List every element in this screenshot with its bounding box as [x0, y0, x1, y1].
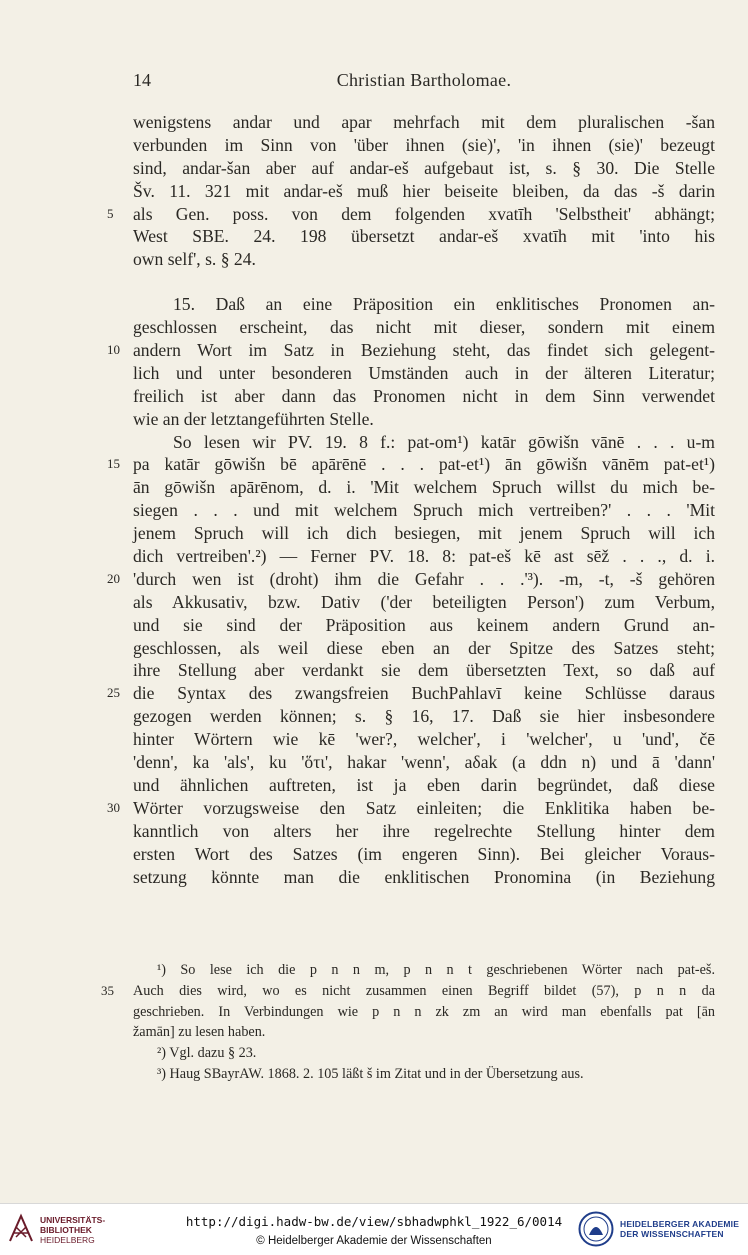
text-line-text: ān gōwišn apārēnom, d. i. 'Mit welchem Spruch willst du mich be- — [133, 477, 715, 498]
text-line — [133, 225, 715, 248]
text-line-text: als Gen. poss. von dem folgenden xvatīh 'Selbstheit' abhängt; — [133, 203, 715, 224]
footnotes — [101, 960, 715, 1085]
line-number: 35 — [101, 982, 114, 998]
text-line-text: 'durch wen ist (droht) ihm die Gefahr . . .'³). -m, -t, -š gehören — [133, 568, 715, 589]
text-line — [133, 843, 715, 866]
text-line — [107, 797, 715, 820]
footnote-line — [133, 960, 715, 981]
text-line — [133, 705, 715, 728]
text-line-text: verbunden im Sinn von 'über ihnen (sie)', 'in ihnen (sie)' bezeugt — [133, 134, 715, 155]
text-line-text: sind, andar-šan aber auf andar-eš aufgebaut ist, s. § 30. Die Stelle — [133, 157, 715, 178]
line-number: 15 — [107, 456, 120, 472]
page-number: 14 — [133, 70, 151, 90]
text-line — [133, 591, 715, 614]
text-line — [133, 728, 715, 751]
text-line-text: ihre Stellung aber verdankt sie dem übersetzten Text, so daß auf — [133, 660, 715, 681]
text-line-text: siegen . . . und mit welchem Spruch mich vertreiben?' . . . 'Mit — [133, 500, 715, 521]
text-line — [133, 157, 715, 180]
footnote-line — [133, 1043, 715, 1064]
line-number: 5 — [107, 205, 114, 221]
text-line — [133, 408, 715, 431]
text-line-text: hinter Wörtern wie kē 'wer?, welcher', i 'welcher', u 'und', čē — [133, 729, 715, 750]
permalink-url[interactable]: http://digi.hadw-bw.de/view/sbhadwphkl_1922_6/0014 — [185, 1214, 563, 1229]
footnote-line — [101, 981, 715, 1002]
text-line — [133, 431, 715, 454]
line-number: 20 — [107, 570, 120, 586]
text-line-text: dich vertreiben'.²) — Ferner PV. 18. 8: pat-eš kē ast sēž . . ., d. i. — [133, 546, 715, 567]
text-line — [133, 820, 715, 843]
paragraph-gap — [133, 271, 715, 293]
footnote-line-text: ²) Vgl. dazu § 23. — [157, 1045, 257, 1062]
university-name-line3: HEIDELBERG — [40, 1235, 95, 1245]
text-line — [133, 134, 715, 157]
university-name-line1: UNIVERSITÄTS- — [40, 1215, 106, 1225]
text-line — [133, 316, 715, 339]
copyright-notice: © Heidelberger Akademie der Wissenschaften — [256, 1235, 492, 1247]
text-line-text: gezogen werden können; s. § 16, 17. Daß sie hier insbesondere — [133, 706, 715, 727]
footnote-line — [133, 1002, 715, 1023]
text-line-text: die Syntax des zwangsfreien BuchPahlavī keine Schlüsse daraus — [133, 683, 715, 704]
footnote-line-text: ¹) So lese ich die p n n m, p n n t geschriebenen Wörter nach pat-eš. — [157, 962, 715, 978]
viewer-footer — [0, 1203, 748, 1255]
text-line — [107, 682, 715, 705]
text-line-text: geschlossen erscheint, das nicht mit dieser, sondern mit einem — [133, 317, 715, 338]
line-number: 10 — [107, 342, 120, 358]
text-line — [133, 751, 715, 774]
academy-name — [620, 1219, 739, 1239]
text-line-text: freilich ist aber dann das Pronomen nicht in dem Sinn verwendet — [133, 385, 715, 406]
text-line-text: setzung könnte man die enklitischen Pronomina (in Beziehung — [133, 866, 715, 887]
text-line — [133, 499, 715, 522]
text-line — [133, 248, 715, 271]
text-line-text: als Akkusativ, bzw. Dativ ('der beteiligten Person') zum Verbum, — [133, 591, 715, 612]
page-header — [133, 70, 715, 96]
text-line-text: wenigstens andar und apar mehrfach mit dem pluralischen -šan — [133, 112, 715, 132]
text-line-text: und sie sind der Präposition aus keinem andern Grund an- — [133, 614, 715, 635]
text-line — [133, 476, 715, 499]
text-line — [107, 453, 715, 476]
text-line-text: lich und unter besonderen Umständen auch in der älteren Literatur; — [133, 362, 715, 383]
text-line-text: kanntlich von alters her ihre regelrechte Stellung hinter dem — [133, 820, 715, 841]
university-name-line2: BIBLIOTHEK — [40, 1225, 92, 1235]
text-line — [133, 659, 715, 682]
text-line — [133, 866, 715, 889]
footnote-line-text: ³) Haug SBayrAW. 1868. 2. 105 läßt š im Zitat und in der Übersetzung aus. — [157, 1065, 584, 1082]
text-line — [133, 111, 715, 134]
text-line — [107, 339, 715, 362]
text-line-text: 'denn', ka 'als', ku 'ὅτι', hakar 'wenn', aδak (a ddn n) und ā 'dann' — [133, 752, 715, 773]
text-line-text: So lesen wir PV. 19. 8 f.: pat-om¹) katār gōwišn vānē . . . u-m — [173, 431, 715, 452]
text-line — [133, 614, 715, 637]
text-line-text: andern Wort im Satz in Beziehung steht, das findet sich gelegent- — [133, 340, 715, 361]
footnote-line-text: geschrieben. In Verbindungen wie p n n zk zm an wird man ebenfalls pat [ān — [133, 1003, 715, 1020]
footnote-line — [133, 1022, 715, 1043]
text-line — [107, 203, 715, 226]
text-line-text: geschlossen, als weil diese eben an der Spitze des Satzes steht; — [133, 637, 715, 658]
footnote-line-text: Auch dies wird, wo es nicht zusammen einen Begriff bildet (57), p n n da — [133, 982, 715, 999]
running-title: Christian Bartholomae. — [336, 70, 512, 90]
text-line-text: und ähnlichen auftreten, ist ja eben darin begründet, daß diese — [133, 774, 715, 795]
text-line — [107, 568, 715, 591]
text-line — [133, 385, 715, 408]
academy-name-line2: DER WISSENSCHAFTEN — [620, 1229, 724, 1239]
text-line-text: Wörter vorzugsweise den Satz einleiten; die Enklitika haben be- — [133, 797, 715, 818]
text-line — [133, 774, 715, 797]
footnote-line — [133, 1064, 715, 1085]
body-text — [107, 111, 715, 888]
text-line — [133, 637, 715, 660]
text-line-text: West SBE. 24. 198 übersetzt andar-eš xvatīh mit 'into his — [133, 226, 715, 247]
text-line — [133, 362, 715, 385]
text-line-text: Šv. 11. 321 mit andar-eš muß hier beiseite bleiben, da das -š darin — [133, 180, 715, 201]
text-line — [133, 522, 715, 545]
footnote-line-text: žamān] zu lesen haben. — [133, 1024, 266, 1041]
text-line-text: 15. Daß an eine Präposition ein enklitisches Pronomen an- — [173, 294, 715, 315]
line-number: 30 — [107, 799, 120, 815]
text-line-text: ersten Wort des Satzes (im engeren Sinn). Bei gleicher Voraus- — [133, 843, 715, 864]
text-line — [133, 180, 715, 203]
text-line — [133, 545, 715, 568]
text-line-text: own self', s. § 24. — [133, 249, 256, 270]
text-line-text: wie an der letztangeführten Stelle. — [133, 408, 374, 429]
text-line-text: jenem Spruch will ich dich besiegen, mit jenem Spruch will ich — [133, 523, 715, 544]
line-number: 25 — [107, 685, 120, 701]
text-line — [133, 293, 715, 316]
academy-name-line1: HEIDELBERGER AKADEMIE — [620, 1219, 740, 1229]
text-line-text: pa katār gōwišn bē apārēnē . . . pat-et¹) ān gōwišn vānēm pat-et¹) — [133, 454, 715, 475]
academy-seal-icon — [578, 1211, 614, 1247]
